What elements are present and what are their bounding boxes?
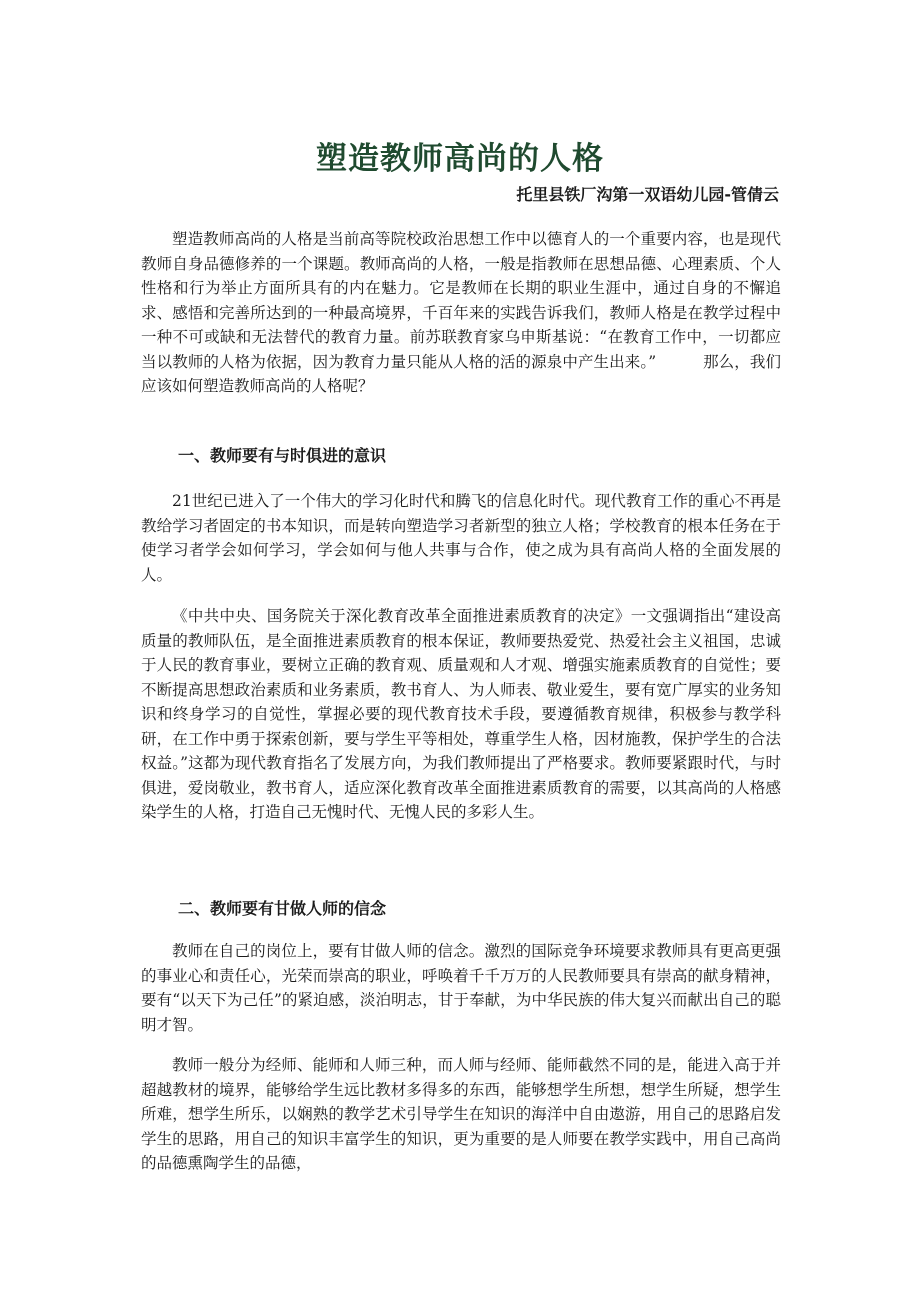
document-title: 塑造教师高尚的人格 [316, 140, 604, 177]
paragraph-section2-a: 教师在自己的岗位上，要有甘做人师的信念。激烈的国际竞争环境要求教师具有更高更强的事业心和责任心，光荣而崇高的职业，呼唤着千千万万的人民教师要具有崇高的献身精神，要有“以天下为己任”的紧迫感，淡泊明志，甘于奉献，为中华民族的伟大复兴而献出自己的聪明才智。 [141, 942, 781, 1034]
paragraph-section2-b: 教师一般分为经师、能师和人师三种，而人师与经师、能师截然不同的是，能进入高于并超越教材的境界，能够给学生远比教材多得多的东西，能够想学生所想，想学生所疑，想学生所难，想学生所乐，以娴熟的教学艺术引导学生在知识的海洋中自由遨游，用自己的思路启发学生的思路，用自己的知识丰富学生的知识，更为重要的是人师要在教学实践中，用自己高尚的品德熏陶学生的品德， [141, 1056, 781, 1172]
paragraph-intro: 塑造教师高尚的人格是当前高等院校政治思想工作中以德育人的一个重要内容，也是现代教师自身品德修养的一个课题。教师高尚的人格，一般是指教师在思想品德、心理素质、个人性格和行为举止方面所具有的内在魅力。它是教师在长期的职业生涯中，通过自身的不懈追求、感悟和完善所达到的一种最高境界，千百年来的实践告诉我们，教师人格是在教学过程中一种不可或缺和无法替代的教育力量。前苏联教育家乌申斯基说：“在教育工作中，一切都应当以教师的人格为依据，因为教育力量只能从人格的活的源泉中产生出来。” 那么，我们应该如何塑造教师高尚的人格呢？ [141, 230, 781, 395]
paragraph-section1-b: 《中共中央、国务院关于深化教育改革全面推进素质教育的决定》一文强调指出“建设高质量的教师队伍，是全面推进素质教育的根本保证，教师要热爱党、热爱社会主义祖国，忠诚于人民的教育事业，要树立正确的教育观、质量观和人才观、增强实施素质教育的自觉性；要不断提高思想政治素质和业务素质，教书育人、为人师表、敬业爱生，要有宽广厚实的业务知识和终身学习的自觉性，掌握必要的现代教育技术手段，要遵循教育规律，积极参与教学科研，在工作中勇于探索创新，要与学生平等相处，尊重学生人格，因材施教，保护学生的合法权益。”这都为现代教育指名了发展方向，为我们教师提出了严格要求。教师要紧跟时代，与时俱进，爱岗敬业，教书育人，适应深化教育改革全面推进素质教育的需要，以其高尚的人格感染学生的人格，打造自己无愧时代、无愧人民的多彩人生。 [141, 607, 781, 821]
paragraph-section1-a: 21世纪已进入了一个伟大的学习化时代和腾飞的信息化时代。现代教育工作的重心不再是教给学习者固定的书本知识，而是转向塑造学习者新型的独立人格；学校教育的根本任务在于使学习者学会如何学习，学会如何与他人共事与合作，使之成为具有高尚人格的全面发展的人。 [141, 492, 781, 584]
section-heading-2: 二、教师要有甘做人师的信念 [178, 899, 387, 918]
section-heading-1: 一、教师要有与时俱进的意识 [178, 446, 387, 465]
author-line: 托里县铁厂沟第一双语幼儿园-管倩云 [516, 185, 779, 204]
